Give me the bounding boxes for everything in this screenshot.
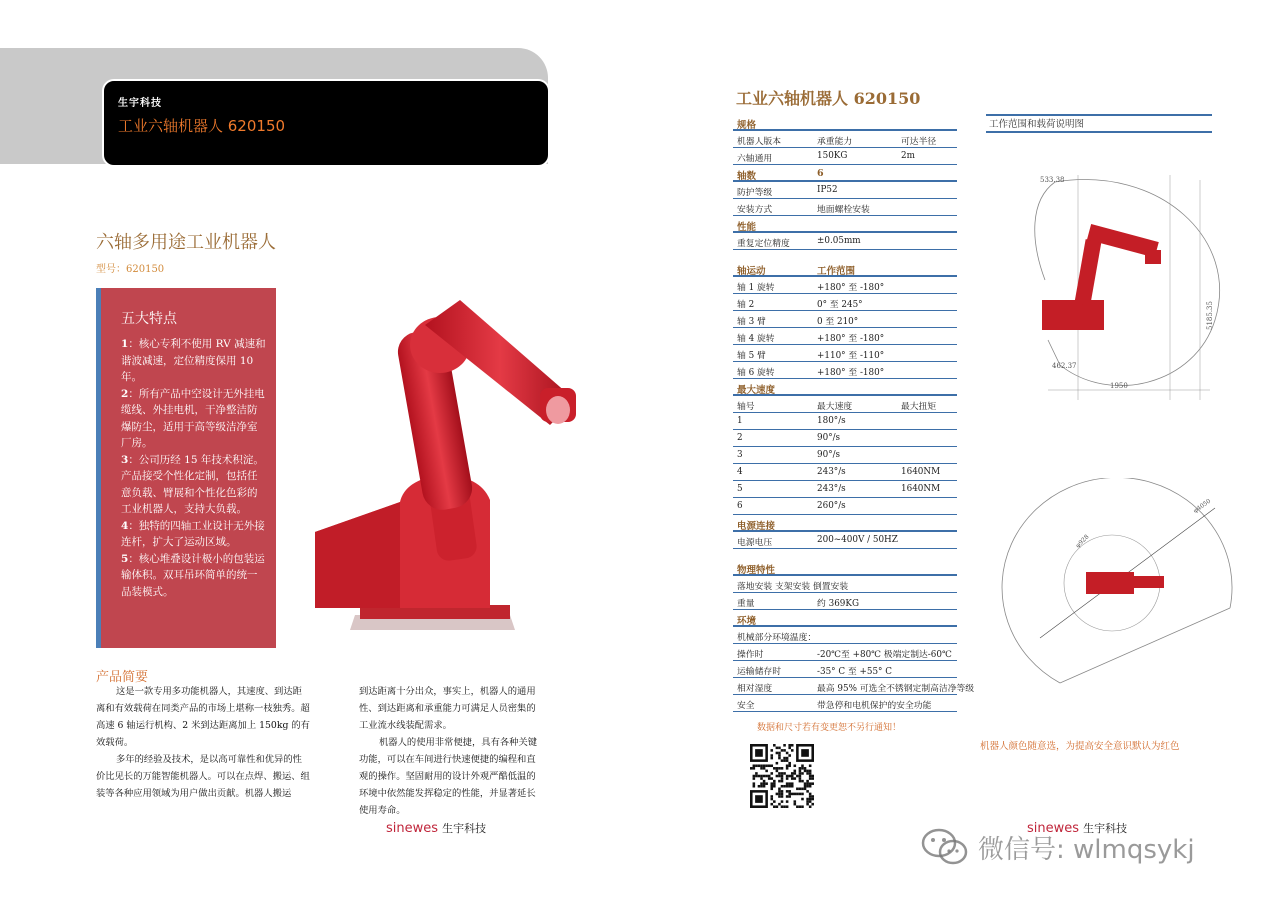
spec-cell: 1640NM — [901, 467, 941, 477]
spec-row — [733, 182, 957, 199]
spec-row — [733, 593, 957, 610]
spec-cell: 243°/s — [817, 467, 846, 477]
model-number: 型号：620150 — [96, 264, 165, 275]
spec-row — [733, 294, 957, 311]
brand-label: 生宇科技 — [118, 98, 162, 109]
spec-row — [733, 345, 957, 362]
spec-cell: 带急停和电机保护的安全功能 — [817, 701, 932, 711]
spec-cell: 180°/s — [817, 416, 846, 426]
spec-cell: 轴运动 — [737, 266, 766, 277]
spec-cell: 工作范围 — [817, 266, 856, 277]
spec-cell: 最大扭矩 — [901, 402, 937, 412]
dimension-label: 533.38 — [1040, 176, 1065, 184]
spec-cell: +110° 至 -110° — [817, 351, 885, 361]
spec-cell: 轴号 — [737, 402, 755, 412]
intro-paragraph: 这是一款专用多功能机器人，其速度、到达距离和有效载荷在同类产品的市场上堪称一枝独秀。超高速 6 轴运行机构、2 米到达距离加上 150kg 的有效载荷。 — [96, 686, 310, 748]
intro-column-1 — [96, 683, 310, 802]
spec-cell: 机械部分环境温度： — [737, 633, 817, 643]
spec-row — [733, 661, 957, 678]
spec-cell: 243°/s — [817, 484, 846, 494]
spec-cell: 承重能力 — [817, 137, 853, 147]
spec-row — [733, 362, 957, 379]
spec-cell: 防护等级 — [737, 188, 773, 198]
spec-cell: 安装方式 — [737, 205, 773, 215]
spec-cell: 规格 — [737, 120, 757, 131]
robot-arm-image — [300, 270, 600, 650]
wechat-watermark — [920, 827, 1195, 867]
spec-cell: 200~400V / 50HZ — [817, 535, 898, 545]
spec-row — [733, 277, 957, 294]
spec-cell: 3 — [737, 450, 743, 460]
spec-cell: 260°/s — [817, 501, 846, 511]
header-title: 工业六轴机器人 620150 — [118, 117, 286, 135]
spec-cell: 轴 6 旋转 — [737, 368, 775, 378]
feature-item: 5：核心堆叠设计极小的包装运输体积。双耳吊环简单的统一品装模式。 — [121, 552, 265, 598]
change-notice: 数据和尺寸若有变更恕不另行通知！ — [757, 723, 902, 733]
spec-row — [733, 430, 957, 447]
spec-cell: 0° 至 245° — [817, 300, 863, 310]
spec-cell: 落地安装 支架安装 倒置安装 — [737, 582, 849, 592]
spec-cell: 环境 — [737, 616, 757, 627]
spec-cell: 电源连接 — [737, 521, 776, 532]
spec-section-row — [733, 114, 957, 131]
spec-row — [733, 464, 957, 481]
spec-cell: -20℃至 +80℃ 极端定制达-60℃ — [817, 650, 952, 660]
spec-row — [733, 549, 957, 559]
spec-row — [733, 396, 957, 413]
diagram-title: 工作范围和载荷说明图 — [989, 119, 1085, 130]
spec-row — [733, 576, 957, 593]
spec-cell: 轴数 — [737, 171, 757, 182]
spec-cell: 2m — [901, 151, 915, 161]
feature-item: 2：所有产品中空设计无外挂电缆线、外挂电机，干净整洁防爆防尘，适用于高等级洁净室厂房。 — [121, 387, 265, 449]
features-heading: 五大特点 — [121, 311, 177, 327]
spec-cell: 最大速度 — [737, 385, 776, 396]
spec-cell: 性能 — [737, 222, 757, 233]
spec-row — [733, 481, 957, 498]
spec-section-row — [733, 379, 957, 396]
intro-column-2 — [359, 683, 544, 819]
spec-section-row — [733, 610, 957, 627]
spec-cell: 90°/s — [817, 450, 841, 460]
spec-row — [733, 678, 975, 695]
spec-cell: 运输储存时 — [737, 667, 781, 677]
spec-section-row — [733, 559, 957, 576]
qr-code-icon — [750, 744, 814, 808]
dimension-label: 462.37 — [1052, 362, 1077, 370]
spec-cell: 可达半径 — [901, 137, 937, 147]
spec-cell: 6 — [817, 168, 824, 179]
dimension-label: φ4050 — [1192, 497, 1213, 515]
spec-row — [733, 199, 957, 216]
spec-cell: +180° 至 -180° — [817, 283, 885, 293]
intro-paragraph: 机器人的使用非常便捷，具有各种关键功能，可以在车间进行快速便捷的编程和直观的操作。坚固耐用的设计外观严酷低温的环境中依然能发挥稳定的性能，并显著延长使用寿命。 — [359, 737, 538, 816]
spec-row — [733, 131, 957, 148]
dimension-label: φ928 — [1074, 533, 1091, 550]
dimension-label: 5185.35 — [1206, 301, 1214, 330]
spec-cell: 地面螺栓安装 — [817, 205, 870, 215]
spec-cell: 六轴通用 — [737, 154, 773, 164]
spec-cell: 物理特性 — [737, 565, 776, 576]
spec-cell: 4 — [737, 467, 743, 477]
spec-section-row — [733, 515, 957, 532]
spec-cell: 最高 95% 可选全不锈钢定制高洁净等级 — [817, 684, 975, 694]
spec-cell: 90°/s — [817, 433, 841, 443]
divider — [986, 131, 1212, 133]
spec-cell: 最大速度 — [817, 402, 853, 412]
spec-cell: +180° 至 -180° — [817, 334, 885, 344]
feature-item: 1：核心专利不使用 RV 减速和谐波减速，定位精度保用 10 年。 — [121, 338, 266, 383]
spec-row — [733, 644, 957, 661]
spec-cell: 1640NM — [901, 484, 941, 494]
spec-row — [733, 328, 957, 345]
color-note: 机器人颜色随意选，为提高安全意识默认为红色 — [980, 741, 1180, 752]
spec-cell: 轴 1 旋转 — [737, 283, 775, 293]
spec-cell: 相对湿度 — [737, 684, 773, 694]
footer-brand — [386, 820, 486, 836]
spec-cell: 5 — [737, 484, 743, 494]
spec-row — [733, 233, 957, 250]
spec-cell: 重复定位精度 — [737, 239, 790, 249]
footer-brand-cn: 生宇科技 — [442, 822, 487, 835]
spec-table — [733, 114, 975, 712]
spec-cell: ±0.05mm — [817, 236, 861, 246]
spec-row — [733, 695, 957, 712]
spec-cell: -35° C 至 +55° C — [817, 667, 892, 677]
spec-section-row — [733, 165, 957, 182]
spec-cell: 1 — [737, 416, 743, 426]
watermark-text: 微信号: wlmqsykj — [978, 834, 1195, 865]
footer-brand-en: sinewes — [386, 821, 439, 836]
intro-heading: 产品简要 — [96, 670, 149, 685]
spec-cell: 操作时 — [737, 650, 764, 660]
spec-cell: 轴 5 臂 — [737, 351, 766, 361]
spec-section-row — [733, 216, 957, 233]
spec-row — [733, 250, 957, 260]
feature-item: 4：独特的四轴工业设计无外接连杆，扩大了运动区域。 — [121, 519, 265, 548]
spec-cell: IP52 — [817, 185, 838, 195]
spec-cell: 2 — [737, 433, 743, 443]
footer-brand-en: sinewes — [1027, 821, 1080, 836]
spec-row — [733, 413, 957, 430]
spec-cell: 0 至 210° — [817, 317, 859, 327]
spec-section-row — [733, 260, 957, 277]
intro-paragraph: 到达距离十分出众，事实上，机器人的通用性、到达距离和承重能力可满足人员密集的工业流水线装配需求。 — [359, 686, 536, 731]
spec-cell: 150KG — [817, 151, 848, 161]
spec-cell: +180° 至 -180° — [817, 368, 885, 378]
spec-cell: 轴 3 臂 — [737, 317, 766, 327]
spec-row — [733, 498, 957, 515]
spec-cell: 重量 — [737, 599, 755, 609]
spec-cell: 轴 2 — [737, 300, 755, 310]
features-panel — [96, 288, 276, 648]
spec-cell: 约 369KG — [817, 599, 859, 609]
spec-title: 工业六轴机器人 620150 — [736, 89, 921, 108]
work-range-top-diagram — [1000, 478, 1240, 708]
dimension-label: 1950 — [1110, 382, 1128, 390]
spec-cell: 轴 4 旋转 — [737, 334, 775, 344]
intro-paragraph: 多年的经验及技术，是以高可靠性和优异的性价比见长的万能智能机器人。可以在点焊、搬运、组装等各种应用领域为用户做出贡献。机器人搬运 — [96, 754, 310, 799]
spec-cell: 机器人版本 — [737, 137, 781, 147]
spec-cell: 安全 — [737, 701, 755, 711]
wechat-icon — [920, 827, 970, 867]
spec-row — [733, 627, 957, 644]
spec-row — [733, 532, 957, 549]
work-range-side-diagram — [1000, 160, 1240, 410]
spec-cell: 6 — [737, 501, 743, 511]
page-title: 六轴多用途工业机器人 — [96, 232, 276, 253]
spec-row — [733, 148, 957, 165]
spec-cell: 电源电压 — [737, 538, 773, 548]
spec-row — [733, 447, 957, 464]
footer-brand-cn: 生宇科技 — [1083, 822, 1128, 835]
feature-item: 3：公司历经 15 年技术积淀。产品接受个性化定制，包括任意负载、臂展和个性化色彩的工业机器人，支持大负载。 — [121, 453, 264, 515]
spec-row — [733, 311, 957, 328]
